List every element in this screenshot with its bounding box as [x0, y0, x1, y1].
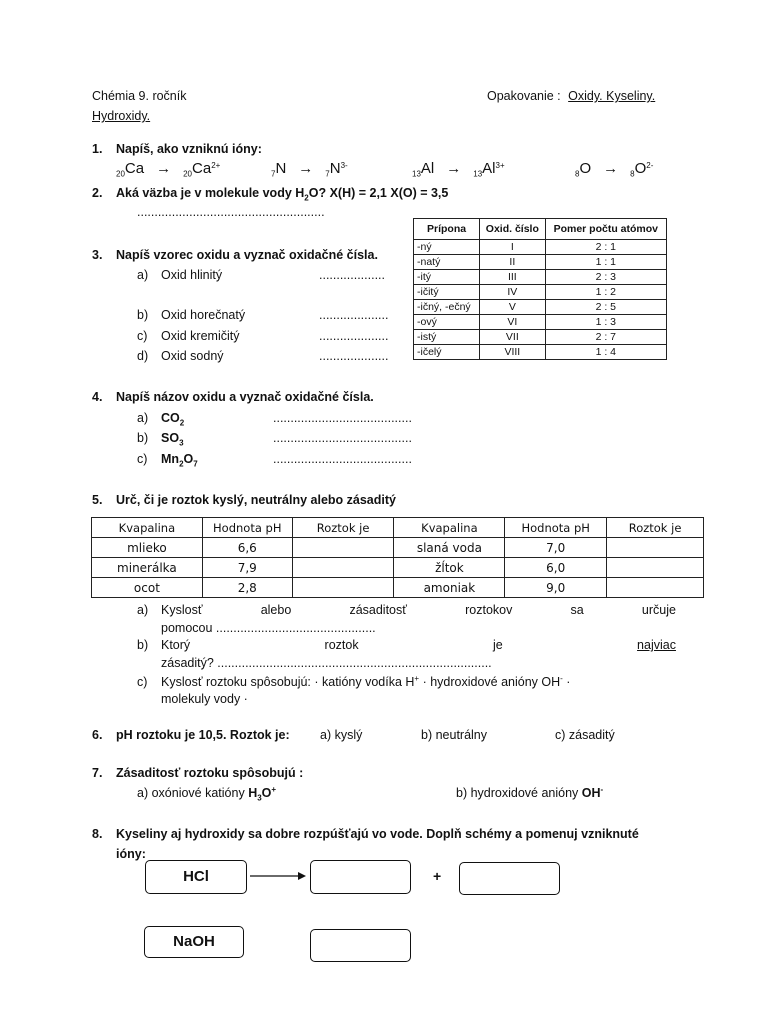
formula-sub: 7 [193, 459, 198, 469]
arrow-icon: → [298, 160, 314, 177]
q1-text: Napíš, ako vzniknú ióny: [116, 142, 262, 156]
ion-charge: 2- [646, 160, 654, 170]
table-row [414, 300, 667, 315]
ph-cell: 2,8 [202, 578, 292, 598]
suffix-cell: 2 : 1 [545, 240, 666, 255]
ph-cell: 9,0 [505, 578, 607, 598]
q6-option-a[interactable]: a) kyslý [320, 728, 363, 742]
q5c-sup1: + [414, 673, 420, 683]
ion-equation [575, 160, 653, 177]
suffix-cell: VI [480, 315, 545, 330]
table-row [414, 240, 667, 255]
q8-line1: Kyseliny aj hydroxidy sa dobre rozpúšťajú vo vode. Doplň schémy a pomenuj vzniknuté [116, 827, 639, 841]
q4-answer-line[interactable]: ........................................ [273, 431, 412, 445]
q8-line2: ióny: [116, 847, 146, 861]
q4-text: Napíš názov oxidu a vyznač oxidačné čísla. [116, 390, 374, 404]
suffix-cell: -natý [414, 255, 480, 270]
q5c-line2: molekuly vody · [161, 692, 248, 706]
ion-atom [575, 160, 592, 179]
ph-cell: minerálka [92, 558, 203, 578]
ph-answer-cell[interactable] [292, 578, 394, 598]
q2-text-b: O? X(H) = 2,1 X(O) = 3,5 [308, 186, 449, 200]
ph-header-cell: Kvapalina [394, 518, 505, 538]
q3-item-label: Oxid kremičitý [161, 329, 240, 343]
hcl-box [145, 860, 247, 894]
q7a-sup: + [271, 784, 277, 794]
arrow-icon [248, 868, 308, 884]
q1-number: 1. [92, 142, 103, 156]
suffix-cell: -ný [414, 240, 480, 255]
suffix-cell: IV [480, 285, 545, 300]
word: najviac [637, 638, 676, 652]
ph-header-cell: Roztok je [292, 518, 394, 538]
word: Ktorý [161, 638, 191, 652]
q4-item-letter: c) [137, 452, 148, 466]
ph-header-cell: Hodnota pH [202, 518, 292, 538]
proton-number: 8 [630, 169, 635, 179]
q7b-sup: - [600, 784, 604, 794]
q4-item-letter: a) [137, 411, 149, 425]
ion-charge: 2+ [211, 160, 221, 170]
review-label: Opakovanie : [487, 89, 561, 103]
q6-number: 6. [92, 728, 103, 742]
q3-answer-line[interactable]: .................... [319, 308, 389, 322]
suffix-table [413, 218, 667, 360]
proton-number: 8 [575, 169, 580, 179]
ph-header-cell: Kvapalina [92, 518, 203, 538]
ph-cell: 6,6 [202, 538, 292, 558]
q4-formula [161, 411, 185, 428]
proton-number: 20 [116, 169, 125, 179]
table-row [92, 578, 704, 598]
ph-header-cell: Hodnota pH [505, 518, 607, 538]
q3-item-letter: d) [137, 349, 149, 363]
q3-item-letter: c) [137, 329, 148, 343]
q1-ion-equations [116, 160, 676, 182]
q5a-line1 [161, 603, 676, 617]
review-topic-cont: Hydroxidy. [92, 109, 151, 123]
ion-result [630, 160, 654, 179]
ion-equation [412, 160, 505, 177]
ph-table [91, 517, 704, 598]
q5b-line1 [161, 638, 676, 652]
q3-number: 3. [92, 248, 103, 262]
element-symbol: Al [420, 160, 435, 177]
q7-text: Zásaditosť roztoku spôsobujú : [116, 766, 304, 780]
suffix-cell: 2 : 5 [545, 300, 666, 315]
ph-answer-cell[interactable] [292, 538, 394, 558]
q5c-letter: c) [137, 675, 148, 689]
q3-text: Napíš vzorec oxidu a vyznač oxidačné čísla. [116, 248, 378, 262]
hcl-product-box-1[interactable] [310, 860, 411, 894]
q3-item-label: Oxid horečnatý [161, 308, 246, 322]
word: roztokov [465, 603, 513, 617]
word: sa [570, 603, 584, 617]
formula-part: O [183, 452, 194, 466]
formula-part: SO [161, 431, 180, 445]
q3-answer-line[interactable]: .................... [319, 329, 389, 343]
ion-atom [412, 160, 435, 179]
q4-number: 4. [92, 390, 103, 404]
q6-option-c[interactable]: c) zásaditý [555, 728, 615, 742]
ph-table-header [92, 518, 704, 538]
word: roztok [324, 638, 359, 652]
ion-result [325, 160, 348, 179]
suffix-header-cell: Prípona [414, 219, 480, 240]
ph-cell: 7,9 [202, 558, 292, 578]
arrow-icon: → [446, 160, 462, 177]
q2-sub: 2 [304, 193, 309, 203]
suffix-cell: VII [480, 330, 545, 345]
ph-answer-cell[interactable] [292, 558, 394, 578]
ph-cell: žĺtok [394, 558, 505, 578]
ion-equation [116, 160, 220, 177]
ion-charge: 3+ [495, 160, 505, 170]
q5-number: 5. [92, 493, 103, 507]
arrow-icon: → [156, 160, 172, 177]
q6-text: pH roztoku je 10,5. Roztok je: [116, 728, 290, 742]
word: zásaditosť [349, 603, 407, 617]
table-row [414, 330, 667, 345]
q5c-line1 [161, 675, 570, 689]
q7-number: 7. [92, 766, 103, 780]
q7a-text: a) oxóniové katióny [137, 786, 249, 800]
q3-item-label: Oxid hlinitý [161, 268, 223, 282]
naoh-box [144, 926, 244, 958]
ion-atom [271, 160, 287, 179]
q3-item-label: Oxid sodný [161, 349, 224, 363]
q4-item-letter: b) [137, 431, 149, 445]
q5a-line2[interactable]: pomocou .............................................. [161, 621, 376, 635]
word: Kyslosť [161, 603, 203, 617]
ph-cell: mlieko [92, 538, 203, 558]
course-title: Chémia 9. ročník [92, 89, 187, 103]
suffix-cell: II [480, 255, 545, 270]
arrow-icon: → [603, 160, 619, 177]
suffix-cell: -ičný, -ečný [414, 300, 480, 315]
ph-header-cell: Roztok je [607, 518, 704, 538]
q4-formula [161, 431, 184, 448]
suffix-cell: -itý [414, 270, 480, 285]
formula-sub: 2 [179, 459, 184, 469]
ph-answer-cell[interactable] [607, 578, 704, 598]
element-symbol: Ca [192, 160, 212, 177]
q5-text: Urč, či je roztok kyslý, neutrálny alebo zásaditý [116, 493, 396, 507]
q3-item-letter: a) [137, 268, 149, 282]
q8-number: 8. [92, 827, 103, 841]
q7a-sub: 3 [257, 793, 262, 803]
q4-formula [161, 452, 198, 469]
table-row [414, 285, 667, 300]
plus-sign: + [433, 868, 442, 884]
table-row [92, 538, 704, 558]
suffix-header-cell: Pomer počtu atómov [545, 219, 666, 240]
table-row [92, 558, 704, 578]
proton-number: 20 [183, 169, 192, 179]
ion-charge: 3- [340, 160, 348, 170]
ph-cell: slaná voda [394, 538, 505, 558]
q4-answer-line[interactable]: ........................................ [273, 452, 412, 466]
ph-cell: ocot [92, 578, 203, 598]
table-row [414, 255, 667, 270]
word: je [492, 638, 503, 652]
suffix-cell: 1 : 4 [545, 345, 666, 360]
ph-cell: amoniak [394, 578, 505, 598]
proton-number: 13 [473, 169, 483, 179]
element-symbol: N [329, 160, 341, 177]
q5b-letter: b) [137, 638, 149, 652]
suffix-cell: VIII [480, 345, 545, 360]
suffix-cell: I [480, 240, 545, 255]
q5c-sup2: - [560, 673, 563, 683]
q3-answer-line[interactable]: .................... [319, 349, 389, 363]
suffix-cell: -ičitý [414, 285, 480, 300]
proton-number: 13 [412, 169, 421, 179]
q5b-line2[interactable]: zásaditý? ............................................................................... [161, 656, 492, 670]
word: alebo [260, 603, 292, 617]
element-symbol: Ca [124, 160, 145, 177]
suffix-cell: 1 : 1 [545, 255, 666, 270]
element-symbol: Al [482, 160, 496, 177]
suffix-cell: -ičelý [414, 345, 480, 360]
q3-item-letter: b) [137, 308, 149, 322]
ion-result [473, 160, 505, 179]
formula-part: Mn [161, 452, 180, 466]
word: určuje [641, 603, 676, 617]
table-row [414, 345, 667, 360]
ph-cell: 6,0 [505, 558, 607, 578]
naoh-label: NaOH [173, 933, 215, 950]
hcl-product-box-2[interactable] [459, 862, 560, 895]
suffix-cell: -istý [414, 330, 480, 345]
q7a-f1: H [248, 786, 258, 800]
review-heading [487, 89, 655, 103]
naoh-product-box[interactable] [310, 929, 411, 962]
element-symbol: O [579, 160, 592, 177]
suffix-cell: V [480, 300, 545, 315]
element-symbol: N [275, 160, 287, 177]
ph-answer-cell[interactable] [607, 538, 704, 558]
q5c-text1: Kyslosť roztoku spôsobujú: · katióny vodíka H [161, 675, 415, 689]
q6-option-b[interactable]: b) neutrálny [421, 728, 488, 742]
suffix-cell: 2 : 7 [545, 330, 666, 345]
suffix-cell: III [480, 270, 545, 285]
suffix-cell: -ový [414, 315, 480, 330]
ion-result [183, 160, 221, 179]
ph-answer-cell[interactable] [607, 558, 704, 578]
q2-number: 2. [92, 186, 103, 200]
element-symbol: O [634, 160, 647, 177]
proton-number: 7 [271, 169, 276, 179]
q5a-letter: a) [137, 603, 149, 617]
q7-option-a[interactable] [137, 784, 277, 803]
formula-part: CO [161, 411, 180, 425]
q4-answer-line[interactable]: ........................................ [273, 411, 412, 425]
table-row [414, 270, 667, 285]
ph-cell: 7,0 [505, 538, 607, 558]
formula-sub: 2 [179, 418, 185, 428]
suffix-cell: 1 : 3 [545, 315, 666, 330]
q5c-text2: · hydroxidové anióny OH [419, 675, 561, 689]
suffix-cell: 1 : 2 [545, 285, 666, 300]
ion-equation [271, 160, 348, 177]
suffix-header-cell: Oxid. číslo [480, 219, 545, 240]
suffix-cell: 2 : 3 [545, 270, 666, 285]
q2-text [116, 186, 449, 203]
q7-option-b[interactable] [456, 786, 603, 800]
table-row [414, 315, 667, 330]
ion-atom [116, 160, 145, 179]
review-topic: Oxidy. Kyseliny. [568, 89, 656, 103]
q5c-text3: · [562, 675, 571, 689]
proton-number: 7 [325, 169, 330, 179]
suffix-table-header [414, 219, 667, 240]
hcl-label: HCl [183, 868, 209, 885]
q2-text-a: Aká väzba je v molekule vody H [116, 186, 305, 200]
q3-answer-line[interactable]: ................... [319, 268, 385, 282]
formula-sub: 3 [179, 438, 184, 448]
q7b-f: OH [581, 786, 601, 800]
q7a-f2: O [261, 786, 272, 800]
q7b-text: b) hydroxidové anióny [456, 786, 582, 800]
q2-answer-line[interactable]: ...................................................... [137, 205, 325, 219]
